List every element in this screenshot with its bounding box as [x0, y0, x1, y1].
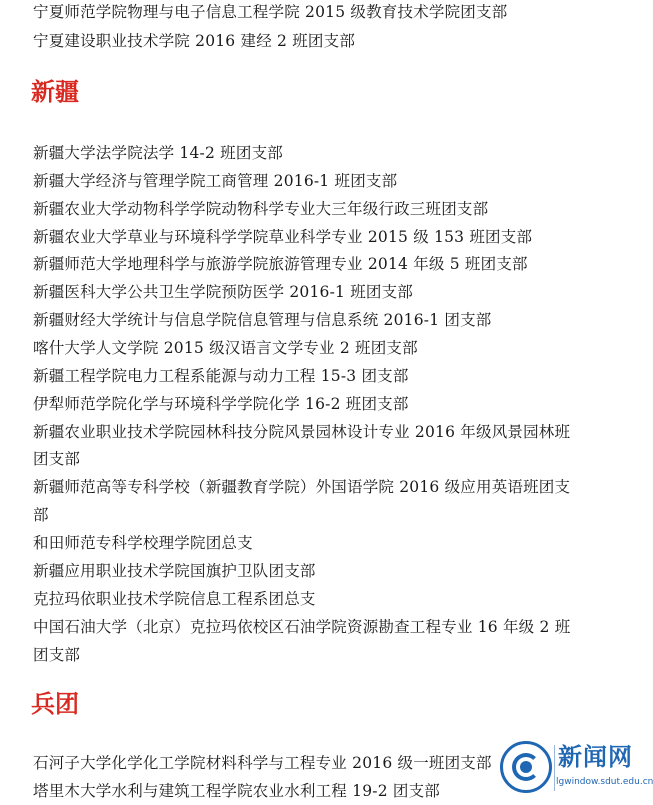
list-item: 新疆师范大学地理科学与旅游学院旅游管理专业 2014 年级 5 班团支部 — [33, 255, 528, 273]
list-item: 新疆大学经济与管理学院工商管理 2016-1 班团支部 — [33, 172, 398, 190]
list-item: 新疆财经大学统计与信息学院信息管理与信息系统 2016-1 团支部 — [33, 311, 492, 329]
list-item: 新疆农业大学草业与环境科学学院草业科学专业 2015 级 153 班团支部 — [33, 228, 533, 246]
list-item: 新疆农业职业技术学院园林科技分院风景园林设计专业 2016 年级风景园林班 — [33, 423, 571, 441]
list-item: 塔里木大学水利与建筑工程学院农业水利工程 19-2 团支部 — [33, 782, 440, 800]
list-item: 宁夏建设职业技术学院 2016 建经 2 班团支部 — [33, 32, 356, 50]
list-item: 新疆工程学院电力工程系能源与动力工程 15-3 团支部 — [33, 367, 409, 385]
list-item-continuation: 团支部 — [33, 450, 81, 468]
section-heading-bingtuan: 兵团 — [31, 690, 79, 718]
list-item: 中国石油大学（北京）克拉玛依校区石油学院资源勘查工程专业 16 年级 2 班 — [33, 618, 571, 636]
news-site-watermark — [494, 737, 653, 799]
list-item: 新疆师范高等专科学校（新疆教育学院）外国语学院 2016 级应用英语班团支 — [33, 478, 571, 496]
list-item-continuation: 部 — [33, 506, 49, 524]
watermark-brand: 新闻网 — [558, 743, 633, 771]
list-item: 克拉玛依职业技术学院信息工程系团总支 — [33, 590, 316, 608]
list-item: 伊犁师范学院化学与环境科学学院化学 16-2 班团支部 — [33, 395, 409, 413]
list-item: 新疆农业大学动物科学学院动物科学专业大三年级行政三班团支部 — [33, 200, 489, 218]
watermark-divider — [554, 745, 555, 791]
list-item-continuation: 团支部 — [33, 646, 81, 664]
list-item: 石河子大学化学化工学院材料科学与工程专业 2016 级一班团支部 — [33, 754, 492, 772]
list-item: 和田师范专科学校理学院团总支 — [33, 534, 253, 552]
list-item: 宁夏师范学院物理与电子信息工程学院 2015 级教育技术学院团支部 — [33, 3, 508, 21]
watermark-url: lgwindow.sdut.edu.cn — [556, 777, 653, 787]
list-item: 新疆应用职业技术学院国旗护卫队团支部 — [33, 562, 316, 580]
list-item: 新疆医科大学公共卫生学院预防医学 2016-1 班团支部 — [33, 283, 414, 301]
section-heading-xinjiang: 新疆 — [31, 78, 79, 106]
list-item: 喀什大学人文学院 2015 级汉语言文学专业 2 班团支部 — [33, 339, 418, 357]
university-seal-icon — [500, 741, 552, 793]
list-item: 新疆大学法学院法学 14-2 班团支部 — [33, 144, 283, 162]
